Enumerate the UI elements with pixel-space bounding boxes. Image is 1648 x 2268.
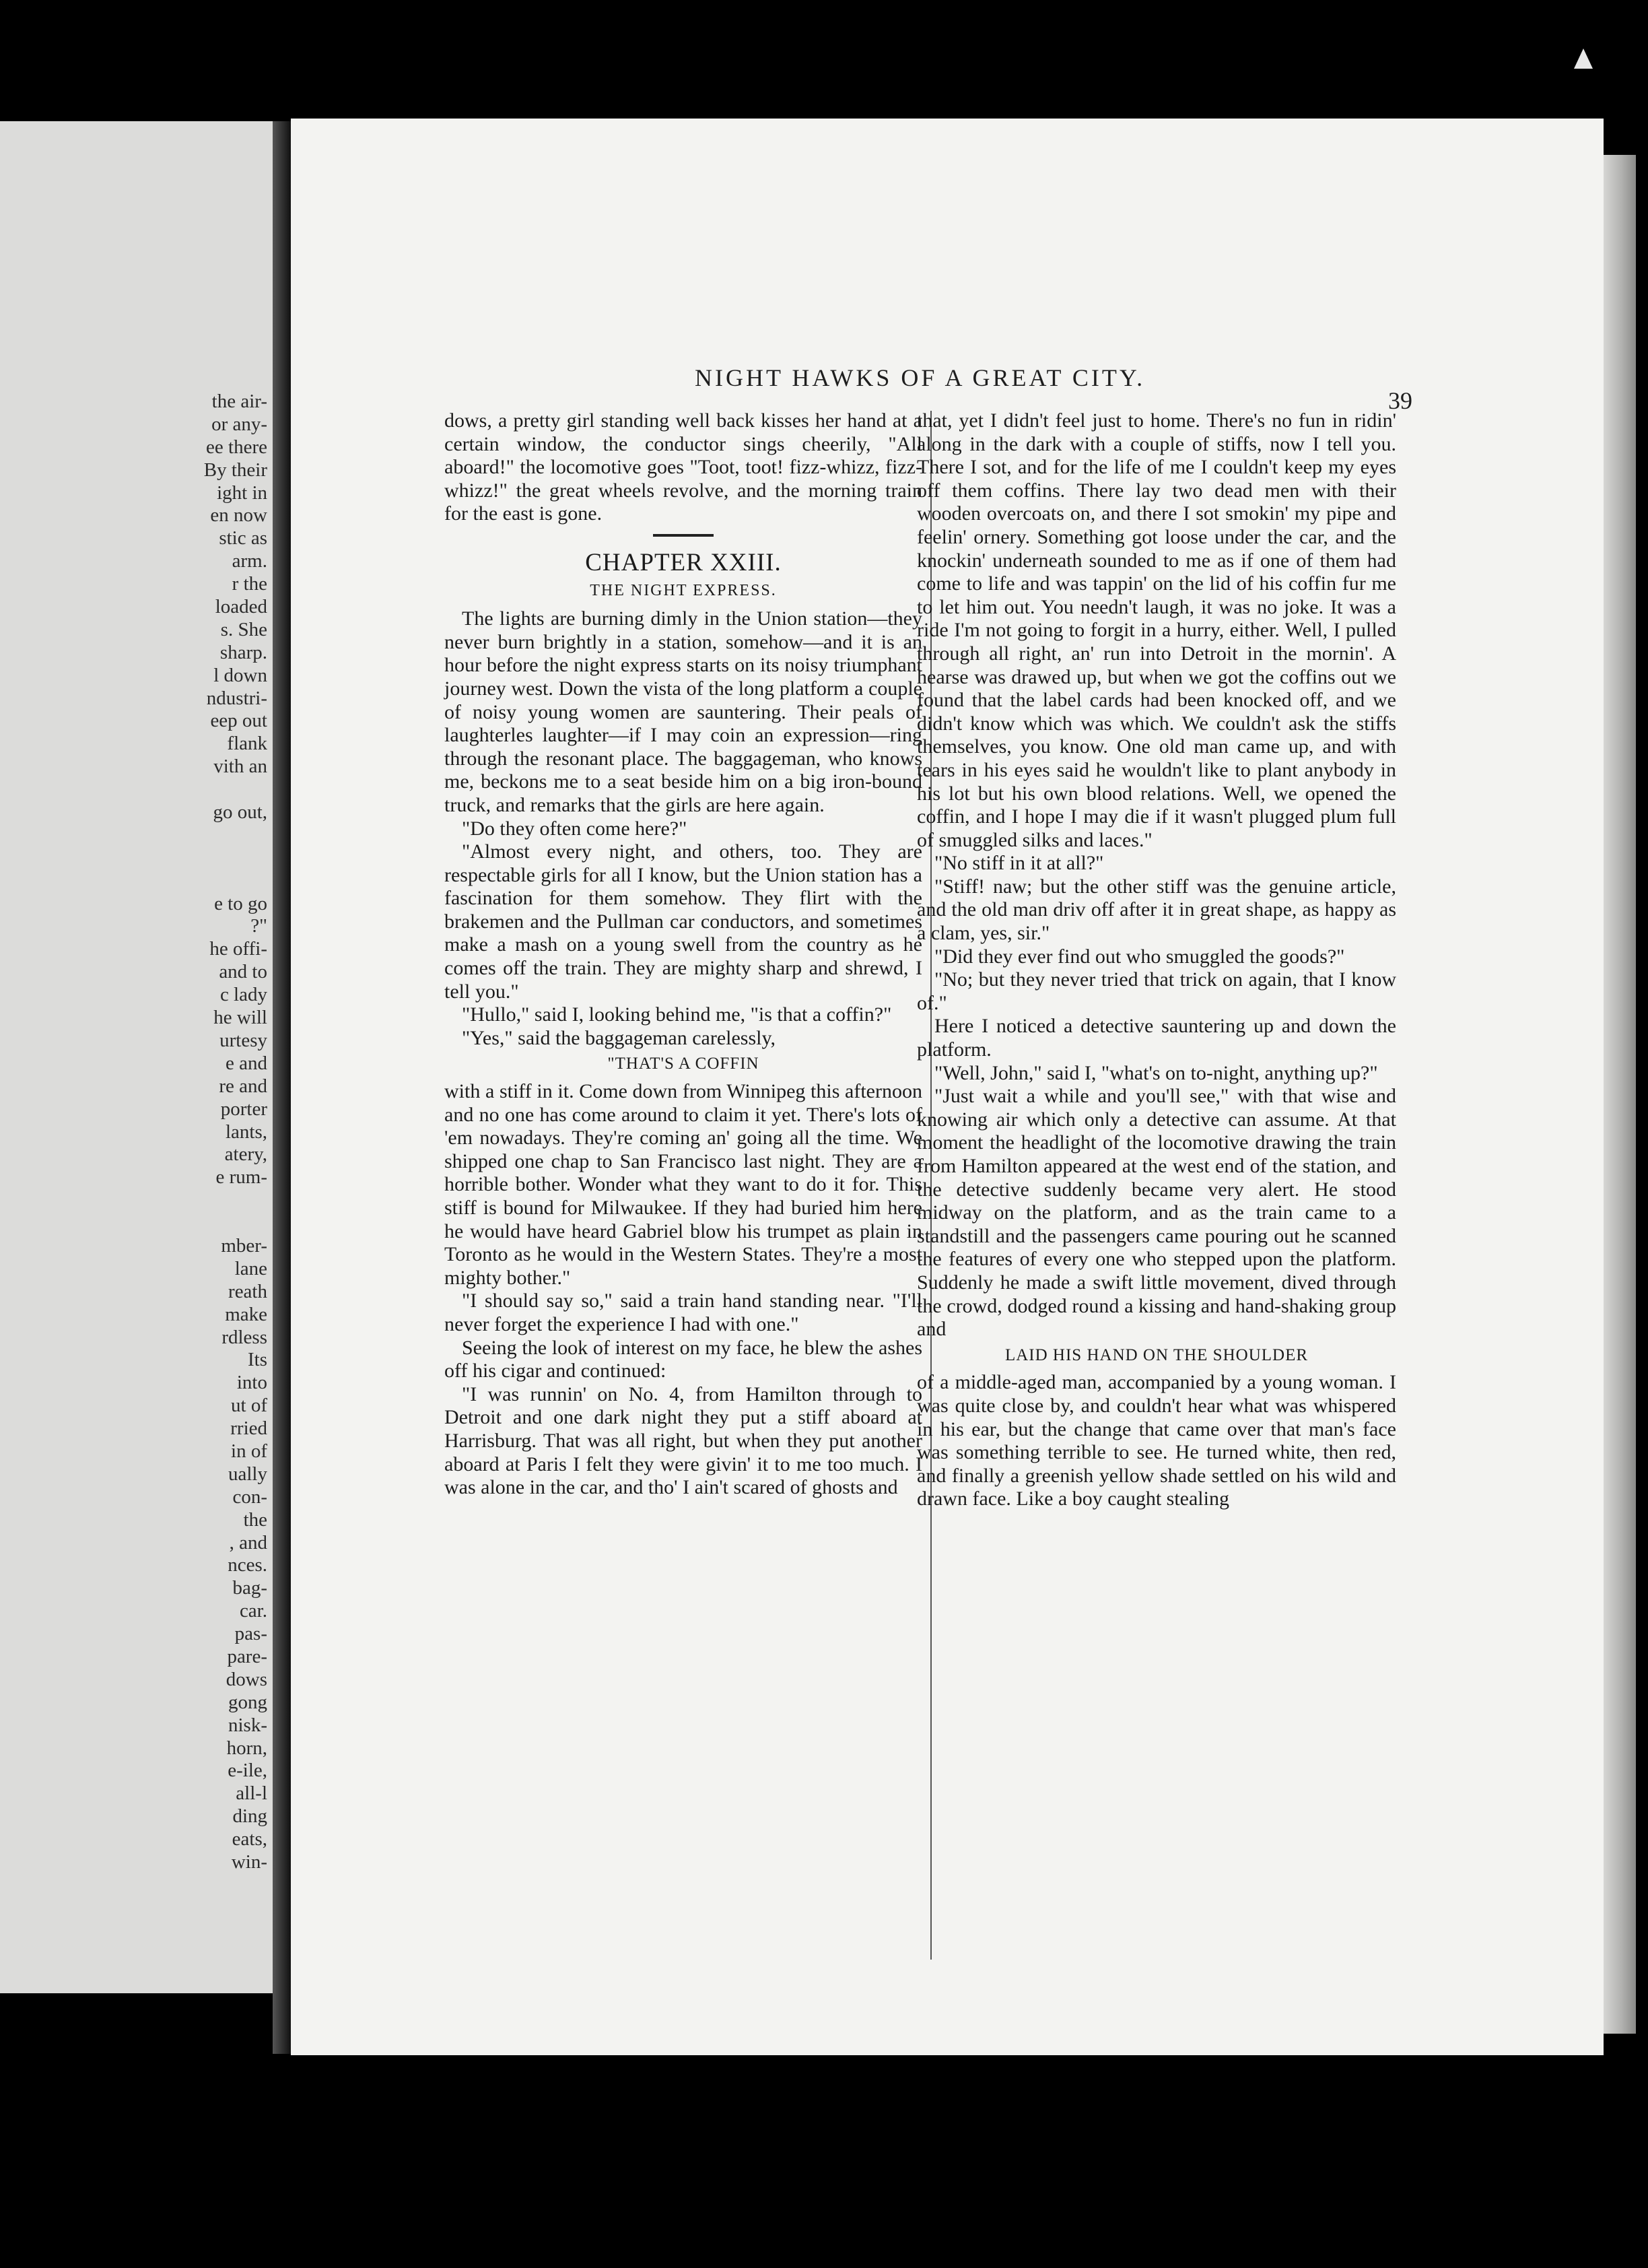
text-fragment: ee there <box>206 436 267 458</box>
text-fragment: ?" <box>250 915 267 937</box>
text-fragment: lants, <box>225 1121 267 1143</box>
text-fragment: he will <box>213 1007 267 1029</box>
text-fragment: ndustri- <box>206 687 267 709</box>
section-heading: LAID HIS HAND ON THE SHOULDER <box>1004 1345 1309 1364</box>
section-heading: "THAT'S A COFFIN <box>607 1055 759 1073</box>
text-fragment: e to go <box>214 892 267 914</box>
chapter-subtitle: THE NIGHT EXPRESS. <box>590 581 777 599</box>
text-fragment: in of <box>231 1440 267 1462</box>
text-fragment: re and <box>219 1075 267 1097</box>
text-fragment: and to <box>219 961 267 983</box>
text-fragment: rried <box>230 1418 267 1440</box>
text-fragment: the air- <box>211 391 267 412</box>
paragraph: "No; but they never tried that trick on again, that I know of." <box>917 968 1396 1014</box>
text-fragment: ight in <box>217 481 267 504</box>
chapter-title: CHAPTER XXIII. <box>585 548 782 576</box>
paragraph: "Yes," said the baggageman carelessly, <box>462 1026 776 1049</box>
left-column-paragraphs-continued <box>444 1080 922 1500</box>
text-fragment: con- <box>232 1486 267 1508</box>
opening-paragraph: dows, a pretty girl standing well back kisses her hand at a certain window, the conductor sings cheerily, "All aboard!" the locomotive goes "Toot, toot! fizz-whizz, fizz-whizz!" the great wheels revolve, and the morning train for the east is gone. <box>444 409 922 525</box>
text-fragment: ding <box>232 1805 267 1828</box>
text-fragment: make <box>225 1303 267 1325</box>
paragraph: of a middle-aged man, accompanied by a young woman. I was quite close by, and couldn't hear what was whispered in his ear, but the change that came over that man's face was something terrible to see. He turned white, then red, and finally a greenish yellow shade settled on his wild and drawn face. Like a boy caught stealing <box>917 1371 1396 1510</box>
text-fragment: c lady <box>219 984 267 1006</box>
text-fragment: l down <box>213 664 267 686</box>
previous-page-text-fragments <box>11 391 267 1874</box>
text-fragment: lane <box>234 1257 267 1279</box>
running-head: NIGHT HAWKS OF A GREAT CITY. <box>695 364 1146 391</box>
text-fragment <box>11 778 267 801</box>
text-fragment: horn, <box>226 1737 267 1759</box>
text-fragment: s. She <box>220 618 267 640</box>
book-gutter <box>273 121 291 2054</box>
text-fragment: the <box>243 1508 267 1531</box>
text-fragment: ut of <box>231 1395 267 1417</box>
paragraph: "I should say so," said a train hand standing near. "I'll never forget the experience I had with one." <box>444 1290 922 1335</box>
paragraph: "Stiff! naw; but the other stiff was the genuine article, and the old man driv off after it in great shape, as happy as a clam, yes, sir." <box>917 875 1396 945</box>
paragraph: "No stiff in it at all?" <box>934 852 1104 875</box>
text-fragment: vith an <box>213 756 267 778</box>
text-fragment: ually <box>228 1463 267 1485</box>
text-fragment: nisk- <box>228 1714 267 1736</box>
text-fragment: pare- <box>227 1645 267 1667</box>
text-fragment: win- <box>231 1851 267 1873</box>
paragraph: The lights are burning dimly in the Union station—they never burn brightly in a station, somehow—and it is an hour before the night express starts on its noisy triumphant journey west. Down the vista of the long platform a couple of noisy young women are sauntering. Their peals of laughterles laughter—if I may coin an expression—ring through the resonant place. The baggageman, who knows me, beckons me to a seat beside him on a big iron-bound truck, and remarks that the girls are here again. <box>444 607 922 816</box>
text-fragment: sharp. <box>219 641 267 663</box>
text-fragment: flank <box>227 733 267 755</box>
paragraph: "Almost every night, and others, too. They are respectable girls for all I know, but the Union station has a fascination for them somehow. They flirt with the brakemen and the Pullman car conductors, and sometimes make a mash on a young swell from the country as he comes off the train. They are mighty sharp and shrewd, I tell you." <box>444 840 922 1003</box>
page-edge <box>1604 155 1636 2034</box>
text-fragment: e and <box>226 1052 267 1074</box>
text-fragment: he offi- <box>209 938 267 960</box>
paragraph: Here I noticed a detective sauntering up and down the platform. <box>917 1015 1396 1061</box>
text-fragment: bag- <box>232 1577 267 1599</box>
paragraph: "Did they ever find out who smuggled the goods?" <box>934 945 1345 968</box>
text-fragment: go out, <box>213 801 267 824</box>
paragraph: "Well, John," said I, "what's on to-night, anything up?" <box>934 1061 1378 1084</box>
right-column-paragraphs-continued <box>917 1371 1396 1511</box>
paragraph: that, yet I didn't feel just to home. There's no fun in ridin' along in the dark with a couple of stiffs, now I tell you. There I sot, and for the life of me I couldn't keep my eyes off them coffins. There lay two dead men with their wooden overcoats on, and there I sot smokin' my pipe and feelin' ornery. Something got loose under the car, and the knockin' underneath sounded to me as if one of them had come to life and was tappin' on the lid of his coffin fur me to let him out. You needn't laugh, it was no joke. It was a ride I'm not going to forgit in a hurry, either. Well, I pulled through all right, an' run into Detroit in the mornin'. A hearse was drawed up, but when we got the coffins out we found that the label cards had been knocked off, and we didn't know which was which. We couldn't ask the stiffs themselves, you know. One old man came up, and with tears in his eyes said he wouldn't like to plant anybody in his lot but his own blood relations. Well, we opened the coffin, and I hope I may die if it wasn't plugged plum full of smuggled silks and laces." <box>917 409 1396 851</box>
text-fragment: Its <box>248 1349 267 1371</box>
corner-mark <box>1574 48 1593 69</box>
text-fragment: atery, <box>224 1143 267 1166</box>
text-fragment <box>11 870 267 893</box>
text-fragment: reath <box>228 1280 267 1302</box>
text-fragment: eep out <box>210 710 267 732</box>
text-fragment: en now <box>210 504 267 527</box>
text-fragment <box>11 847 267 870</box>
text-fragment: stic as <box>219 527 267 549</box>
text-fragment: or any- <box>211 413 267 435</box>
page-number: 39 <box>1388 387 1412 414</box>
paragraph: "Just wait a while and you'll see," with that wise and knowing air which only a detective can assume. At that moment the headlight of the locomotive drawing the train from Hamilton appeared at the west end of the station, and the detective suddenly became very alert. He stood midway on the platform, and as the train came to a standstill and the passengers came pouring out he scanned the features of every one who stepped upon the platform. Suddenly he made a swift little movement, dived through the crowd, dodged round a kissing and hand-shaking group and <box>917 1085 1396 1341</box>
previous-page <box>0 121 273 1993</box>
right-column-paragraphs <box>917 409 1396 1341</box>
left-column-paragraphs <box>444 607 922 1050</box>
text-fragment: arm. <box>232 550 267 572</box>
paragraph: "Do they often come here?" <box>462 817 687 840</box>
paragraph: with a stiff in it. Come down from Winnipeg this afternoon and no one has come around to claim it yet. There's lots of 'em nowadays. They're coming an' going all the time. We shipped one chap to San Francisco last night. They are a horrible bother. Wonder what they want to do it for. This stiff is bound for Milwaukee. If they had buried him here he would have heard Gabriel blow his trumpet as plain in Toronto as he would in the Western States. They're a most mighty bother." <box>444 1080 922 1289</box>
left-column <box>444 409 922 1500</box>
paragraph: Seeing the look of interest on my face, he blew the ashes off his cigar and continued: <box>444 1336 922 1382</box>
text-fragment: loaded <box>215 596 267 618</box>
section-rule <box>653 534 714 537</box>
text-fragment: e-ile, <box>228 1760 267 1782</box>
text-fragment: urtesy <box>219 1029 267 1051</box>
paragraph: "I was runnin' on No. 4, from Hamilton through to Detroit and one dark night they put a stiff aboard at Harrisburg. That was all right, but when they put another aboard at Paris I felt they were givin' it to me too much. I was alone in the car, and tho' I ain't scared of ghosts and <box>444 1382 922 1499</box>
text-fragment: all-l <box>236 1782 267 1805</box>
text-fragment <box>11 1189 267 1212</box>
text-fragment: mber- <box>221 1234 267 1257</box>
text-fragment: gong <box>228 1691 267 1713</box>
text-fragment: By their <box>203 459 267 481</box>
text-fragment: e rum- <box>215 1166 267 1189</box>
text-fragment: , and <box>229 1531 267 1554</box>
text-fragment: rdless <box>221 1326 267 1348</box>
text-fragment: eats, <box>232 1828 267 1850</box>
text-fragment: nces. <box>228 1554 267 1576</box>
text-fragment: porter <box>220 1098 267 1120</box>
paragraph: "Hullo," said I, looking behind me, "is that a coffin?" <box>462 1003 892 1026</box>
text-fragment: r the <box>232 573 267 595</box>
text-fragment <box>11 1212 267 1235</box>
text-fragment: dows <box>226 1668 267 1690</box>
text-fragment <box>11 824 267 847</box>
text-fragment: pas- <box>234 1623 267 1645</box>
text-fragment: car. <box>239 1600 267 1622</box>
text-fragment: into <box>236 1372 267 1394</box>
right-column <box>917 409 1396 1511</box>
